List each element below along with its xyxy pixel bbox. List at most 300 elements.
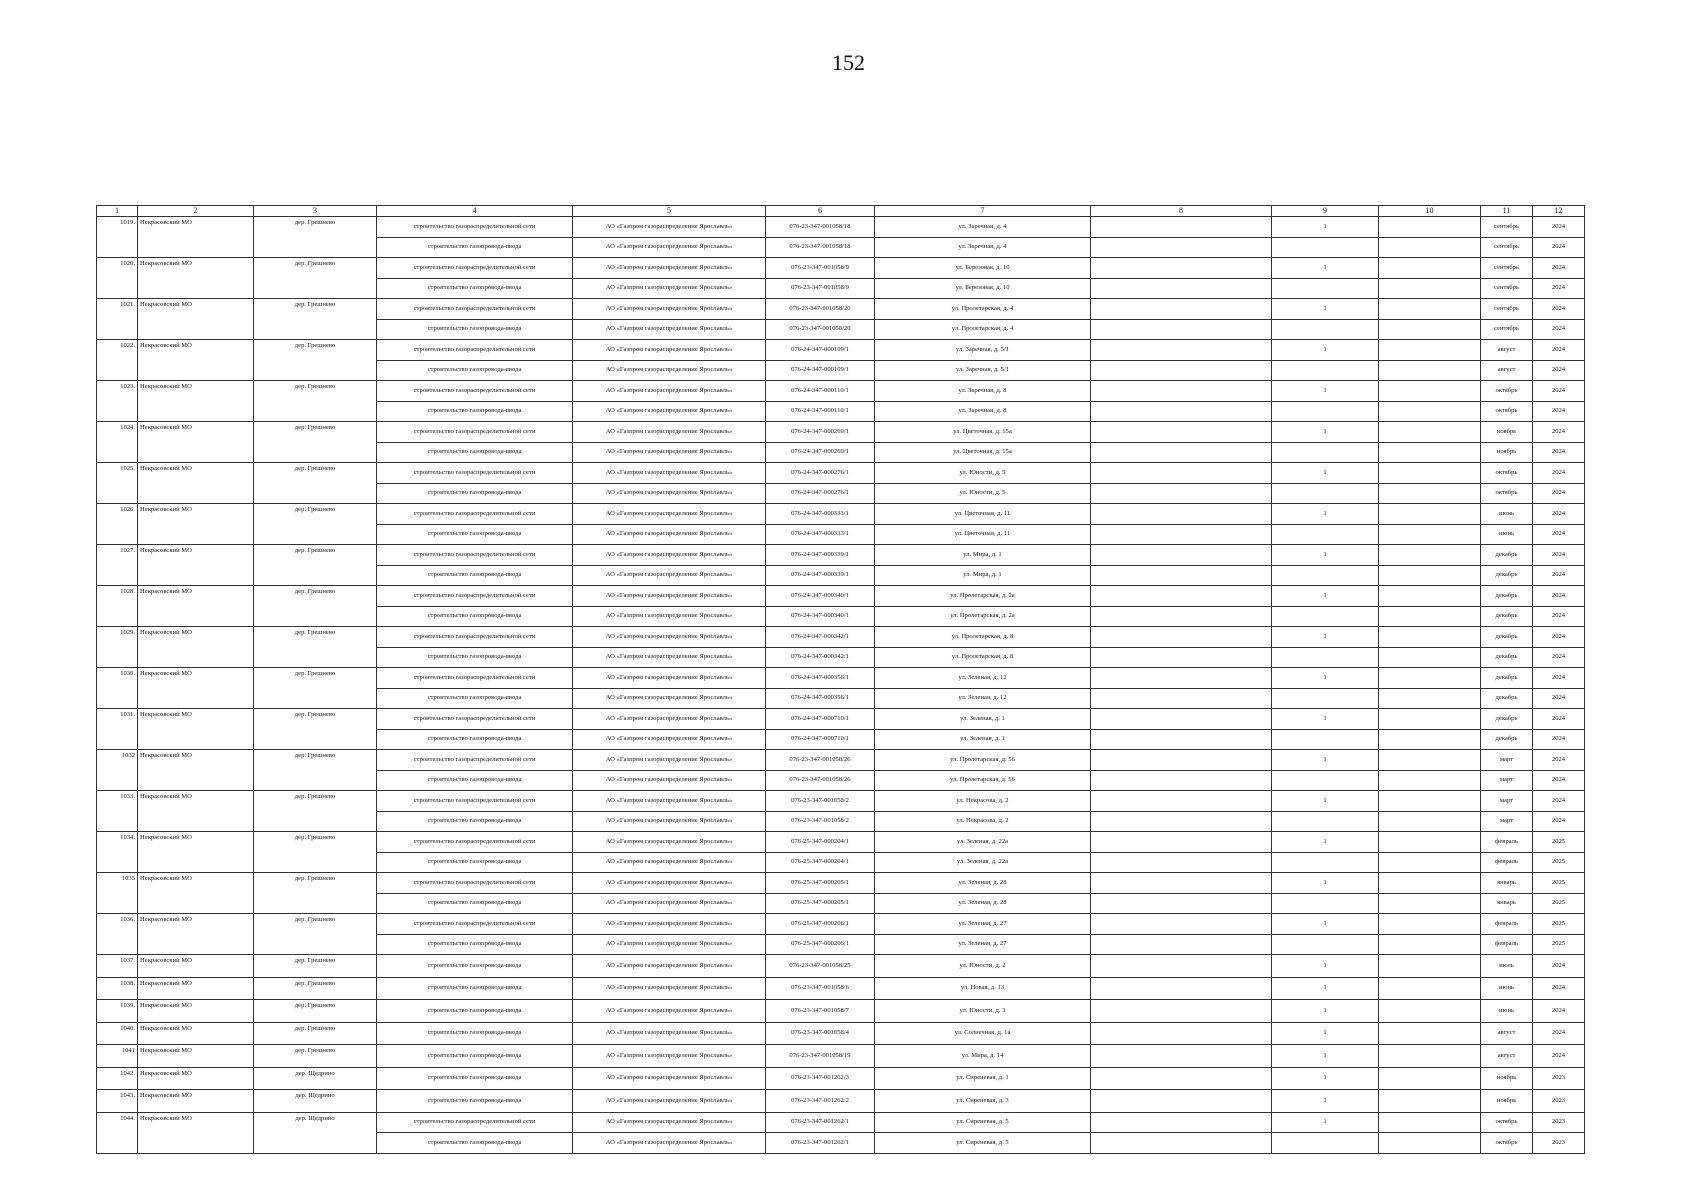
organization-cell: АО «Газпром газораспределение Ярославль» [573, 401, 766, 422]
year-cell: 2025 [1533, 934, 1585, 955]
col10-cell [1379, 483, 1481, 504]
application-code-cell: 076-24-347-000356/1 [766, 688, 875, 709]
work-type-cell: строительство газопровода-ввода [377, 688, 573, 709]
col8-cell [1091, 381, 1272, 402]
col9-cell: 1 [1272, 340, 1379, 361]
year-cell: 2024 [1533, 217, 1585, 238]
application-code-cell: 076-24-347-000339/1 [766, 565, 875, 586]
col10-cell [1379, 627, 1481, 648]
work-type-cell: строительство газопровода-ввода [377, 934, 573, 955]
year-cell: 2025 [1533, 914, 1585, 935]
application-code-cell: 076-24-347-000710/1 [766, 709, 875, 730]
organization-cell: АО «Газпром газораспределение Ярославль» [573, 934, 766, 955]
col9-cell: 1 [1272, 627, 1379, 648]
col9-cell: 1 [1272, 1022, 1379, 1045]
table-row [97, 463, 1585, 484]
work-type-cell: строительство газораспределительной сети [377, 299, 573, 320]
col8-cell [1091, 360, 1272, 381]
address-cell: ул. Заречная, д. 5/1 [875, 360, 1091, 381]
organization-cell: АО «Газпром газораспределение Ярославль» [573, 586, 766, 607]
year-cell: 2024 [1533, 278, 1585, 299]
table-row [97, 1022, 1585, 1045]
work-type-cell: строительство газораспределительной сети [377, 463, 573, 484]
month-cell: декабрь [1481, 545, 1533, 566]
organization-cell: АО «Газпром газораспределение Ярославль» [573, 709, 766, 730]
col8-cell [1091, 934, 1272, 955]
page-number: 152 [832, 50, 865, 75]
address-cell: ул. Цветочная, д. 15а [875, 422, 1091, 443]
year-cell: 2024 [1533, 504, 1585, 525]
month-cell: август [1481, 1045, 1533, 1068]
table-row [97, 955, 1585, 978]
month-cell: март [1481, 791, 1533, 812]
organization-cell: АО «Газпром газораспределение Ярославль» [573, 340, 766, 361]
month-cell: октябрь [1481, 483, 1533, 504]
district-cell: Некрасовский МО [138, 545, 254, 586]
entry-number-cell: 1022. [97, 340, 138, 381]
organization-cell: АО «Газпром газораспределение Ярославль» [573, 299, 766, 320]
col9-cell [1272, 811, 1379, 832]
year-cell: 2024 [1533, 647, 1585, 668]
month-cell: январь [1481, 873, 1533, 894]
application-code-cell: 076-24-347-000333/1 [766, 504, 875, 525]
organization-cell: АО «Газпром газораспределение Ярославль» [573, 545, 766, 566]
organization-cell: АО «Газпром газораспределение Ярославль» [573, 1090, 766, 1113]
application-code-cell: 076-24-347-000342/1 [766, 627, 875, 648]
address-cell: ул. Мира, д. 1 [875, 545, 1091, 566]
settlement-cell: дер. Щедрино [254, 1112, 377, 1153]
col-header-12: 12 [1533, 206, 1585, 217]
col10-cell [1379, 1000, 1481, 1023]
col9-cell [1272, 688, 1379, 709]
col8-cell [1091, 750, 1272, 771]
application-code-cell: 076-23-347-001058/20 [766, 319, 875, 340]
year-cell: 2023 [1533, 1112, 1585, 1133]
table-row [97, 668, 1585, 689]
district-cell: Некрасовский МО [138, 422, 254, 463]
work-type-cell: строительство газопровода-ввода [377, 237, 573, 258]
organization-cell: АО «Газпром газораспределение Ярославль» [573, 873, 766, 894]
district-cell: Некрасовский МО [138, 1112, 254, 1153]
district-cell: Некрасовский МО [138, 750, 254, 791]
organization-cell: АО «Газпром газораспределение Ярославль» [573, 565, 766, 586]
col8-cell [1091, 1045, 1272, 1068]
application-code-cell: 076-24-347-000110/1 [766, 401, 875, 422]
organization-cell: АО «Газпром газораспределение Ярославль» [573, 729, 766, 750]
col10-cell [1379, 442, 1481, 463]
application-code-cell: 076-24-347-000710/1 [766, 729, 875, 750]
year-cell: 2024 [1533, 955, 1585, 978]
col9-cell [1272, 647, 1379, 668]
application-code-cell: 076-25-347-000206/1 [766, 934, 875, 955]
col9-cell: 1 [1272, 381, 1379, 402]
address-cell: ул. Заречная, д. 4 [875, 237, 1091, 258]
work-type-cell: строительство газораспределительной сети [377, 914, 573, 935]
entry-number-cell: 1038. [97, 977, 138, 1000]
col8-cell [1091, 606, 1272, 627]
entry-number-cell: 1035 [97, 873, 138, 914]
address-cell: ул. Мира, д. 1 [875, 565, 1091, 586]
work-type-cell: строительство газопровода-ввода [377, 893, 573, 914]
col10-cell [1379, 873, 1481, 894]
col10-cell [1379, 401, 1481, 422]
entry-number-cell: 1019. [97, 217, 138, 258]
address-cell: ул. Некрасова, д. 2 [875, 811, 1091, 832]
col9-cell [1272, 360, 1379, 381]
col8-cell [1091, 483, 1272, 504]
col10-cell [1379, 360, 1481, 381]
address-cell: ул. Сиреневая, д. 5 [875, 1112, 1091, 1133]
address-cell: ул. Пролетарская, д. 8 [875, 627, 1091, 648]
address-cell: ул. Зеленая, д. 28 [875, 873, 1091, 894]
col8-cell [1091, 524, 1272, 545]
address-cell: ул. Юности, д. 3 [875, 1000, 1091, 1023]
work-type-cell: строительство газопровода-ввода [377, 1022, 573, 1045]
settlement-cell: дер. Грешнево [254, 627, 377, 668]
organization-cell: АО «Газпром газораспределение Ярославль» [573, 955, 766, 978]
district-cell: Некрасовский МО [138, 914, 254, 955]
register-table [96, 205, 1585, 1154]
work-type-cell: строительство газораспределительной сети [377, 381, 573, 402]
district-cell: Некрасовский МО [138, 668, 254, 709]
table-row [97, 873, 1585, 894]
organization-cell: АО «Газпром газораспределение Ярославль» [573, 1112, 766, 1133]
col10-cell [1379, 381, 1481, 402]
month-cell: февраль [1481, 832, 1533, 853]
settlement-cell: дер. Грешнево [254, 1000, 377, 1023]
col10-cell [1379, 1067, 1481, 1090]
col9-cell: 1 [1272, 504, 1379, 525]
address-cell: ул. Зеленая, д. 12 [875, 668, 1091, 689]
organization-cell: АО «Газпром газораспределение Ярославль» [573, 258, 766, 279]
settlement-cell: дер. Грешнево [254, 217, 377, 258]
col8-cell [1091, 627, 1272, 648]
col8-cell [1091, 955, 1272, 978]
work-type-cell: строительство газопровода-ввода [377, 401, 573, 422]
settlement-cell: дер. Грешнево [254, 340, 377, 381]
col10-cell [1379, 504, 1481, 525]
col8-cell [1091, 647, 1272, 668]
col9-cell: 1 [1272, 586, 1379, 607]
col-header-4: 4 [377, 206, 573, 217]
table-row [97, 545, 1585, 566]
table-row [97, 627, 1585, 648]
entry-number-cell: 1029. [97, 627, 138, 668]
organization-cell: АО «Газпром газораспределение Ярославль» [573, 750, 766, 771]
district-cell: Некрасовский МО [138, 340, 254, 381]
col10-cell [1379, 524, 1481, 545]
entry-number-cell: 1042. [97, 1067, 138, 1090]
address-cell: ул. Заречная, д. 4 [875, 217, 1091, 238]
year-cell: 2024 [1533, 258, 1585, 279]
col8-cell [1091, 1000, 1272, 1023]
month-cell: август [1481, 340, 1533, 361]
year-cell: 2024 [1533, 977, 1585, 1000]
col9-cell: 1 [1272, 463, 1379, 484]
month-cell: октябрь [1481, 381, 1533, 402]
organization-cell: АО «Газпром газораспределение Ярославль» [573, 278, 766, 299]
application-code-cell: 076-25-347-000204/1 [766, 832, 875, 853]
register-body [97, 217, 1585, 1154]
settlement-cell: дер. Грешнево [254, 791, 377, 832]
year-cell: 2024 [1533, 688, 1585, 709]
address-cell: ул. Сиреневая, д. 1 [875, 1067, 1091, 1090]
month-cell: сентябрь [1481, 217, 1533, 238]
entry-number-cell: 1028. [97, 586, 138, 627]
col8-cell [1091, 832, 1272, 853]
col8-cell [1091, 729, 1272, 750]
work-type-cell: строительство газопровода-ввода [377, 278, 573, 299]
col10-cell [1379, 340, 1481, 361]
month-cell: декабрь [1481, 586, 1533, 607]
entry-number-cell: 1036. [97, 914, 138, 955]
col8-cell [1091, 237, 1272, 258]
month-cell: декабрь [1481, 647, 1533, 668]
organization-cell: АО «Газпром газораспределение Ярославль» [573, 647, 766, 668]
application-code-cell: 076-24-347-000269/1 [766, 422, 875, 443]
organization-cell: АО «Газпром газораспределение Ярославль» [573, 1067, 766, 1090]
address-cell: ул. Зеленая, д. 27 [875, 934, 1091, 955]
col10-cell [1379, 422, 1481, 443]
col8-cell [1091, 914, 1272, 935]
work-type-cell: строительство газораспределительной сети [377, 668, 573, 689]
col10-cell [1379, 217, 1481, 238]
address-cell: ул. Солнечная, д. 1а [875, 1022, 1091, 1045]
month-cell: январь [1481, 893, 1533, 914]
district-cell: Некрасовский МО [138, 1000, 254, 1023]
col10-cell [1379, 934, 1481, 955]
col8-cell [1091, 1090, 1272, 1113]
entry-number-cell: 1024. [97, 422, 138, 463]
organization-cell: АО «Газпром газораспределение Ярославль» [573, 524, 766, 545]
address-cell: ул. Зеленая, д. 12 [875, 688, 1091, 709]
organization-cell: АО «Газпром газораспределение Ярославль» [573, 606, 766, 627]
table-row [97, 586, 1585, 607]
address-cell: ул. Пролетарская, д. 2а [875, 606, 1091, 627]
district-cell: Некрасовский МО [138, 217, 254, 258]
col8-cell [1091, 1133, 1272, 1154]
work-type-cell: строительство газопровода-ввода [377, 1090, 573, 1113]
col9-cell: 1 [1272, 1067, 1379, 1090]
address-cell: ул. Юности, д. 5 [875, 463, 1091, 484]
col-header-9: 9 [1272, 206, 1379, 217]
col-header-1: 1 [97, 206, 138, 217]
col10-cell [1379, 914, 1481, 935]
year-cell: 2024 [1533, 299, 1585, 320]
year-cell: 2024 [1533, 340, 1585, 361]
col9-cell: 1 [1272, 1112, 1379, 1133]
year-cell: 2025 [1533, 832, 1585, 853]
col10-cell [1379, 463, 1481, 484]
district-cell: Некрасовский МО [138, 955, 254, 978]
organization-cell: АО «Газпром газораспределение Ярославль» [573, 977, 766, 1000]
col10-cell [1379, 319, 1481, 340]
entry-number-cell: 1032 [97, 750, 138, 791]
address-cell: ул. Пролетарская, д. 56 [875, 750, 1091, 771]
organization-cell: АО «Газпром газораспределение Ярославль» [573, 627, 766, 648]
settlement-cell: дер. Грешнево [254, 463, 377, 504]
organization-cell: АО «Газпром газораспределение Ярославль» [573, 668, 766, 689]
entry-number-cell: 1037. [97, 955, 138, 978]
organization-cell: АО «Газпром газораспределение Ярославль» [573, 688, 766, 709]
month-cell: июнь [1481, 977, 1533, 1000]
settlement-cell: дер. Грешнево [254, 299, 377, 340]
settlement-cell: дер. Грешнево [254, 545, 377, 586]
table-row [97, 422, 1585, 443]
settlement-cell: дер. Грешнево [254, 258, 377, 299]
table-row [97, 381, 1585, 402]
application-code-cell: 076-23-347-001058/9 [766, 278, 875, 299]
column-number-header [97, 206, 1585, 217]
col-header-5: 5 [573, 206, 766, 217]
col-header-2: 2 [138, 206, 254, 217]
col9-cell: 1 [1272, 545, 1379, 566]
col10-cell [1379, 791, 1481, 812]
address-cell: ул. Заречная, д. 5/1 [875, 340, 1091, 361]
address-cell: ул. Пролетарская, д. 4 [875, 299, 1091, 320]
month-cell: декабрь [1481, 729, 1533, 750]
work-type-cell: строительство газораспределительной сети [377, 873, 573, 894]
year-cell: 2024 [1533, 606, 1585, 627]
address-cell: ул. Юности, д. 5 [875, 483, 1091, 504]
table-row [97, 750, 1585, 771]
application-code-cell: 076-24-347-000276/1 [766, 463, 875, 484]
address-cell: ул. Сиреневая, д. 5 [875, 1133, 1091, 1154]
col9-cell: 1 [1272, 955, 1379, 978]
application-code-cell: 076-24-347-000340/1 [766, 606, 875, 627]
address-cell: ул. Пролетарская, д. 4 [875, 319, 1091, 340]
organization-cell: АО «Газпром газораспределение Ярославль» [573, 217, 766, 238]
settlement-cell: дер. Грешнево [254, 668, 377, 709]
district-cell: Некрасовский МО [138, 504, 254, 545]
work-type-cell: строительство газопровода-ввода [377, 565, 573, 586]
application-code-cell: 076-25-347-000204/1 [766, 852, 875, 873]
district-cell: Некрасовский МО [138, 873, 254, 914]
work-type-cell: строительство газопровода-ввода [377, 955, 573, 978]
col10-cell [1379, 1022, 1481, 1045]
col9-cell [1272, 524, 1379, 545]
col8-cell [1091, 709, 1272, 730]
organization-cell: АО «Газпром газораспределение Ярославль» [573, 319, 766, 340]
col9-cell [1272, 483, 1379, 504]
col8-cell [1091, 545, 1272, 566]
organization-cell: АО «Газпром газораспределение Ярославль» [573, 463, 766, 484]
col9-cell: 1 [1272, 873, 1379, 894]
year-cell: 2024 [1533, 360, 1585, 381]
col10-cell [1379, 258, 1481, 279]
year-cell: 2025 [1533, 893, 1585, 914]
entry-number-cell: 1033. [97, 791, 138, 832]
organization-cell: АО «Газпром газораспределение Ярославль» [573, 1022, 766, 1045]
year-cell: 2024 [1533, 811, 1585, 832]
col10-cell [1379, 955, 1481, 978]
organization-cell: АО «Газпром газораспределение Ярославль» [573, 1133, 766, 1154]
work-type-cell: строительство газопровода-ввода [377, 852, 573, 873]
address-cell: ул. Цветочная, д. 11 [875, 524, 1091, 545]
col9-cell: 1 [1272, 668, 1379, 689]
settlement-cell: дер. Щедрино [254, 1067, 377, 1090]
application-code-cell: 076-23-347-001058/18 [766, 217, 875, 238]
year-cell: 2024 [1533, 1022, 1585, 1045]
col10-cell [1379, 545, 1481, 566]
work-type-cell: строительство газораспределительной сети [377, 545, 573, 566]
col9-cell [1272, 237, 1379, 258]
settlement-cell: дер. Грешнево [254, 504, 377, 545]
col9-cell: 1 [1272, 832, 1379, 853]
application-code-cell: 076-23-347-001058/9 [766, 258, 875, 279]
col8-cell [1091, 893, 1272, 914]
district-cell: Некрасовский МО [138, 627, 254, 668]
entry-number-cell: 1020. [97, 258, 138, 299]
col10-cell [1379, 852, 1481, 873]
col8-cell [1091, 1067, 1272, 1090]
table-row [97, 1067, 1585, 1090]
work-type-cell: строительство газопровода-ввода [377, 524, 573, 545]
address-cell: ул. Заречная, д. 8 [875, 401, 1091, 422]
month-cell: сентябрь [1481, 319, 1533, 340]
col9-cell [1272, 442, 1379, 463]
col10-cell [1379, 586, 1481, 607]
work-type-cell: строительство газопровода-ввода [377, 1045, 573, 1068]
settlement-cell: дер. Грешнево [254, 750, 377, 791]
col10-cell [1379, 688, 1481, 709]
settlement-cell: дер. Грешнево [254, 422, 377, 463]
settlement-cell: дер. Грешнево [254, 914, 377, 955]
col9-cell: 1 [1272, 422, 1379, 443]
year-cell: 2024 [1533, 729, 1585, 750]
table-row [97, 1045, 1585, 1068]
col9-cell [1272, 319, 1379, 340]
application-code-cell: 076-25-347-000206/1 [766, 914, 875, 935]
col9-cell [1272, 729, 1379, 750]
col8-cell [1091, 852, 1272, 873]
settlement-cell: дер. Грешнево [254, 709, 377, 750]
work-type-cell: строительство газораспределительной сети [377, 750, 573, 771]
table-row [97, 1000, 1585, 1023]
month-cell: декабрь [1481, 627, 1533, 648]
col9-cell [1272, 770, 1379, 791]
table-row [97, 217, 1585, 238]
table-row [97, 791, 1585, 812]
work-type-cell: строительство газораспределительной сети [377, 422, 573, 443]
application-code-cell: 076-24-347-000109/1 [766, 340, 875, 361]
col10-cell [1379, 893, 1481, 914]
month-cell: март [1481, 750, 1533, 771]
application-code-cell: 076-23-347-001058/26 [766, 770, 875, 791]
col9-cell: 1 [1272, 750, 1379, 771]
month-cell: октябрь [1481, 1133, 1533, 1154]
col8-cell [1091, 422, 1272, 443]
entry-number-cell: 1025. [97, 463, 138, 504]
application-code-cell: 076-24-347-000340/1 [766, 586, 875, 607]
settlement-cell: дер. Грешнево [254, 381, 377, 422]
col10-cell [1379, 729, 1481, 750]
year-cell: 2024 [1533, 422, 1585, 443]
work-type-cell: строительство газопровода-ввода [377, 606, 573, 627]
year-cell: 2025 [1533, 873, 1585, 894]
address-cell: ул. Пролетарская, д. 2а [875, 586, 1091, 607]
entry-number-cell: 1034. [97, 832, 138, 873]
col10-cell [1379, 832, 1481, 853]
col9-cell [1272, 893, 1379, 914]
entry-number-cell: 1023. [97, 381, 138, 422]
address-cell: ул. Пролетарская, д. 56 [875, 770, 1091, 791]
col8-cell [1091, 1022, 1272, 1045]
col10-cell [1379, 1112, 1481, 1133]
district-cell: Некрасовский МО [138, 1067, 254, 1090]
settlement-cell: дер. Щедрино [254, 1090, 377, 1113]
col8-cell [1091, 299, 1272, 320]
